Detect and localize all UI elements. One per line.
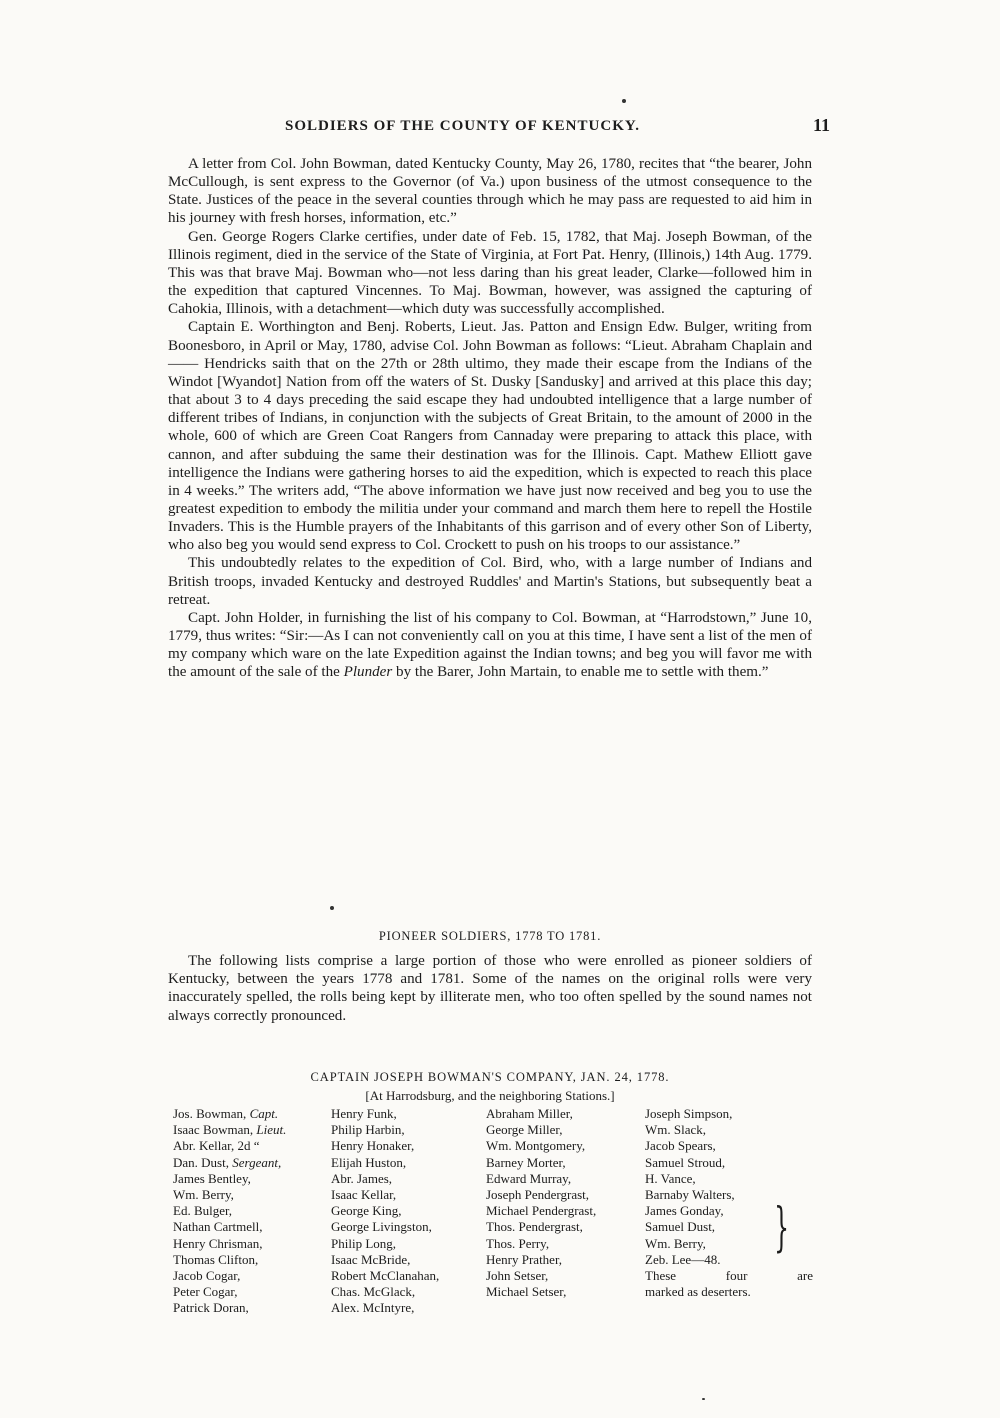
roster-name: John Setser, (486, 1267, 549, 1283)
intro-paragraph: The following lists comprise a large portion of those who were enrolled as pioneer soldiers of Kentucky, between the years 1778 and 1781. Some of the names on the original rolls were very inaccurately spelled, the rolls being kept by illiterate men, who too often spelled by the sound names not always correctly pronounced. (168, 953, 812, 1024)
roster-name: Ed. Bulger, (173, 1203, 233, 1219)
roster-name: Michael Pendergrast, (486, 1203, 597, 1219)
roster-name: Henry Funk, (331, 1106, 397, 1121)
section-intro (168, 952, 812, 1025)
roster-name: Joseph Simpson, (645, 1106, 733, 1121)
printer-mark (330, 906, 334, 910)
roster-name: Samuel Stroud, (645, 1154, 726, 1170)
roster-name: Samuel Dust, (645, 1219, 716, 1235)
paragraph-holder-letter: Capt. John Holder, in furnishing the list of his company to Col. Bowman, at “Harrodstown,” June 10, 1779, thus writes: “Sir:—As I can not conveniently call on you at this time, I have sent a list of the men of my company which ware on the late Expedition against the Indian towns; and beg you will favor me with the amount of the sale of the Plunder by the Barer, John Martain, to enable me to settle with them.” (168, 609, 812, 681)
deserters-note-line-1: These four are (645, 1268, 813, 1283)
paragraph-bowman-letter: A letter from Col. John Bowman, dated Kentucky County, May 26, 1780, recites that “the bearer, John McCullough, is sent express to the Governor (of Va.) upon business of the utmost consequence to the State. Justices of the peace in the several counties through which he may pass are requested to aid him in his journey with fresh horses, information, etc.” (168, 156, 812, 227)
roster-column-3 (486, 1106, 596, 1300)
roster-name: Peter Cogar, (173, 1284, 238, 1300)
roster-name: Jacob Cogar, (173, 1267, 241, 1283)
roster-name: Wm. Berry, (645, 1235, 706, 1251)
company-title: CAPTAIN JOSEPH BOWMAN'S COMPANY, JAN. 24, 1778. (310, 1070, 670, 1084)
roster-name: James Bentley, (173, 1170, 251, 1186)
roster-name: Wm. Slack, (645, 1122, 707, 1138)
roster-name: Nathan Cartmell, (173, 1219, 263, 1235)
roster-name: Thomas Clifton, (173, 1251, 259, 1267)
roster-name: Zeb. Lee—48. (645, 1251, 721, 1267)
roster-name: Henry Prather, (486, 1251, 563, 1267)
roster-name: Henry Honaker, (331, 1138, 415, 1154)
page-header (150, 112, 830, 142)
printer-mark (622, 99, 626, 103)
paragraph-worthington-letter: Captain E. Worthington and Benj. Roberts, Lieut. Jas. Patton and Ensign Edw. Bulger, writing from Boonesboro, in April or May, 1780, advise Col. John Bowman as follows: “Lieut. Abraham Chaplain and —— Hendricks saith that on the 27th or 28th ultimo, they made their escape from the Indians of the Windot [Wyandot] Nation from off the waters of St. Dusky [Sandusky] and arrived at this place this day; that about 3 to 4 days preceding the said escape they had undoubted intelligence that a large number of different tribes of Indians, in conjunction with the subjects of Great Britain, to the amount of 2000 in the whole, 600 of which are Green Coat Rangers from Cannaday were preparing to attack this place, with cannon, and after subduing the same their destination was for the Illinois. Capt. Mathew Elliott gave intelligence the Indians were gathering horses to aid the expedition, which is expected to reach this place in 4 weeks.” The writers add, “The above information we have just now received and beg you to use the greatest expedition to embody the militia under your command and march them here to repell the Hostile Invaders. This is the Humble prayers of the Inhabitants of this garrison and of every other Son of Liberty, who also beg you would send express to Col. Crockett to push on his troops to our assistance.” (168, 319, 812, 554)
roster-name: Isaac Kellar, (331, 1186, 397, 1202)
roster-name: Patrick Doran, (173, 1300, 249, 1316)
running-title: SOLDIERS OF THE COUNTY OF KENTUCKY. (285, 118, 641, 134)
roster-name: Alex. McIntyre, (331, 1300, 415, 1316)
roster-name: James Gonday, (645, 1203, 724, 1219)
page-number: 11 (812, 115, 830, 135)
printer-mark (702, 1398, 705, 1400)
roster-name: Wm. Berry, (173, 1186, 234, 1202)
roster-name: Robert McClanahan, (331, 1267, 440, 1283)
roster-name: Dan. Dust, Sergeant, (173, 1154, 282, 1170)
roster-name: Barnaby Walters, (645, 1186, 735, 1202)
roster-name: George Livingston, (331, 1219, 432, 1235)
roster-name: H. Vance, (645, 1170, 696, 1186)
roster-name: Barney Morter, (486, 1154, 566, 1170)
roster-name: Abr. Kellar, 2d “ (173, 1138, 260, 1154)
roster-column-2 (331, 1106, 439, 1316)
roster-name: Michael Setser, (486, 1284, 567, 1300)
plunder-italic: Plunder (343, 664, 393, 681)
roster-name: Philip Long, (331, 1235, 397, 1251)
section-heading: PIONEER SOLDIERS, 1778 TO 1781. (378, 929, 602, 943)
roster-name: Elijah Huston, (331, 1154, 407, 1170)
roster-name: Philip Harbin, (331, 1122, 405, 1138)
roster-name: Thos. Perry, (486, 1235, 550, 1251)
roster-name: Chas. McGlack, (331, 1284, 416, 1300)
roster-column-4 (645, 1106, 735, 1268)
company-subtitle: [At Harrodsburg, and the neighboring Stations.] (365, 1088, 615, 1103)
roster-name: Abr. James, (331, 1170, 393, 1186)
roster-name: Henry Chrisman, (173, 1235, 263, 1251)
roster-name: George Miller, (486, 1122, 563, 1138)
deserters-brace: } (774, 1198, 789, 1258)
roster-name: Thos. Pendergrast, (486, 1219, 583, 1235)
roster-name: Edward Murray, (486, 1170, 572, 1186)
body-text (168, 155, 812, 682)
roster-name: Isaac Bowman, Lieut. (173, 1122, 287, 1138)
roster-name: Jacob Spears, (645, 1138, 716, 1154)
roster-name: Abraham Miller, (486, 1106, 573, 1121)
deserters-note-line-2: marked as deserters. (645, 1284, 751, 1300)
roster-column-1 (173, 1106, 286, 1316)
roster-name: Joseph Pendergrast, (486, 1186, 590, 1202)
roster-name: Jos. Bowman, Capt. (173, 1106, 279, 1121)
paragraph-bird-expedition: This undoubtedly relates to the expedition of Col. Bird, who, with a large number of Indians and British troops, invaded Kentucky and destroyed Ruddles' and Martin's Stations, but subsequently beat a retreat. (168, 555, 812, 608)
roster-name: George King, (331, 1203, 402, 1219)
roster-name: Isaac McBride, (331, 1251, 411, 1267)
roster-name: Wm. Montgomery, (486, 1138, 586, 1154)
deserters-note (645, 1268, 813, 1300)
paragraph-clarke-certificate: Gen. George Rogers Clarke certifies, under date of Feb. 15, 1782, that Maj. Joseph Bowman, of the Illinois regiment, died in the service of the State of Virginia, at Fort Pat. Henry, (Illinois,) 14th Aug. 1779. This was that brave Maj. Bowman who—not less daring than his great leader, Clarke—followed him in the expedition that captured Vincennes. To Maj. Bowman, however, was assigned the capturing of Cahokia, Illinois, with a detachment—which duty was successfully accomplished. (168, 228, 812, 318)
